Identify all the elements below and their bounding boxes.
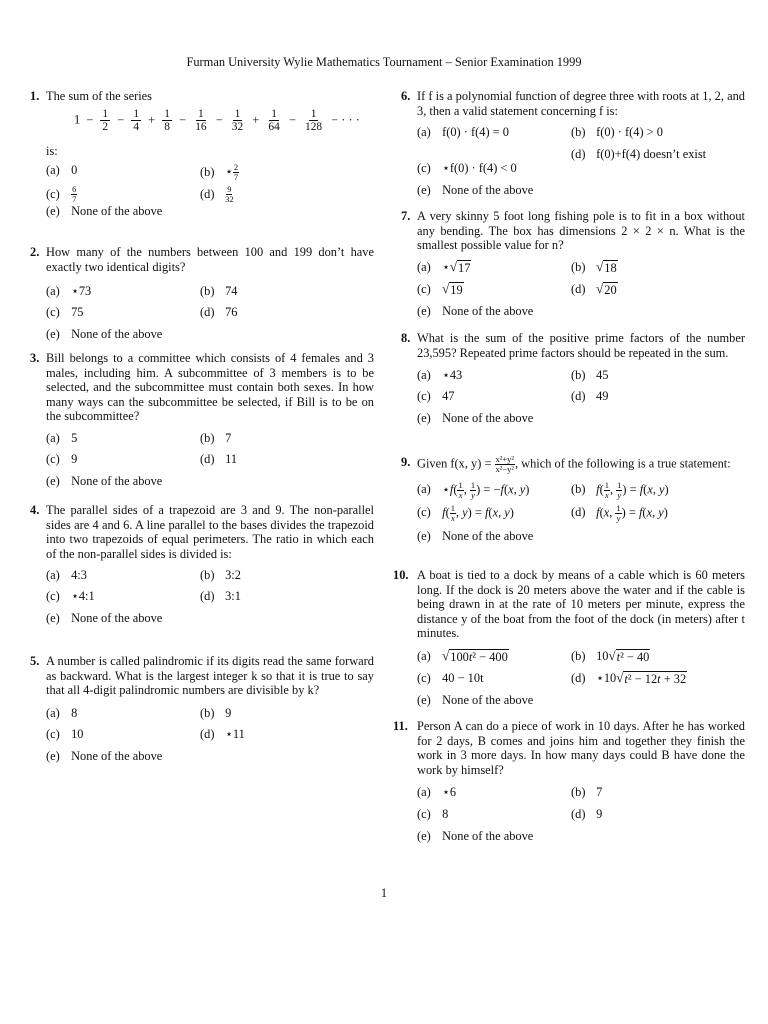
question-6 <box>401 89 745 201</box>
option-d: (d) 49 <box>571 389 609 404</box>
option-d: (d) f(x, $\frac{1}{y}$ ) = f(x, y) <box>571 503 668 523</box>
answer-options <box>46 703 374 763</box>
question-text: Bill belongs to a committee which consists of 4 females and 3 males, including him. A subcommittee of 3 members is to be selected, and the subcommittee must contain both sexes. In how many ways can the subcommittee be selected, if Bill is to be on the subcommittee? <box>46 351 374 424</box>
option-c: (c) 10 <box>46 726 84 741</box>
option-a: (a) f(0) · f(4) = 0 <box>417 125 509 140</box>
option-c: (c) ⋆f(0) · f(4) < 0 <box>417 161 517 176</box>
answer-options <box>46 566 374 626</box>
option-a: (a) ⋆6 <box>417 785 457 800</box>
option-a: (a) √ 100t² − 400 <box>417 647 508 664</box>
series-fraction: $\frac{1}{32}$ <box>231 107 244 133</box>
question-11 <box>393 719 745 844</box>
series-operator: − <box>288 112 296 127</box>
series-fraction: $\frac{1}{64}$ <box>268 107 280 133</box>
question-text: If f is a polynomial function of degree three with roots at 1, 2, and 3, then a valid statement concerning f is: <box>417 89 745 118</box>
option-d: (d) f(0)+f(4) doesn’t exist <box>571 147 707 162</box>
option-c: (c) 40 − 10t <box>417 670 484 685</box>
answer-options <box>417 258 745 318</box>
option-e: (e) None of the above <box>417 529 534 543</box>
question-number: 7. <box>401 209 411 223</box>
answer-options <box>417 123 745 201</box>
question-text: Given f(x, y) = $\frac{\text{x²+y²}}{\text{x²−y²}}$ , which of the following is a true statement: <box>417 454 731 474</box>
question-3 <box>30 351 374 489</box>
option-b: (b) ⋆ $\frac{2}{7}$ <box>200 162 239 183</box>
option-e: (e) None of the above <box>417 183 534 198</box>
option-e: (e) None of the above <box>46 473 163 488</box>
option-d: (d) ⋆10 √ t² − 12t + 32 <box>571 669 687 686</box>
option-a: (a) 8 <box>46 705 78 720</box>
option-d: (d) 76 <box>200 305 238 320</box>
option-a: (a) ⋆ √ 17 <box>417 258 471 275</box>
question-number: 2. <box>30 245 40 259</box>
option-c: (c) √ 19 <box>417 280 463 297</box>
option-a: (a) 0 <box>46 163 78 178</box>
option-e: (e) None of the above <box>417 692 534 707</box>
option-d: (d) ⋆11 <box>200 726 245 741</box>
series-fraction: $\frac{1}{128}$ <box>305 107 323 133</box>
question-text: A boat is tied to a dock by means of a cable which is 60 meters long. If the dock is 20 meters above the water and if the cable is being drawn in at the rate of 10 meters per minute, express the distance y of the boat from the foot of the dock (in meters) after t minutes. <box>417 568 745 641</box>
option-b: (b) 7 <box>571 785 603 800</box>
answer-options <box>46 279 374 342</box>
option-e: (e) None of the above <box>417 411 534 426</box>
question-4 <box>30 503 374 626</box>
series-operator: − <box>215 112 223 127</box>
option-d: (d) 3:1 <box>200 589 241 604</box>
answer-options <box>46 163 374 233</box>
series-operator: − <box>179 112 187 127</box>
option-b: (b) 45 <box>571 368 609 383</box>
series-fraction: $\frac{1}{16}$ <box>195 107 207 133</box>
answer-options <box>417 365 745 425</box>
answer-options <box>417 782 745 842</box>
question-number: 4. <box>30 503 40 517</box>
option-e: (e) None of the above <box>46 204 163 219</box>
page-number: 1 <box>380 886 388 900</box>
question-10 <box>393 568 745 708</box>
option-b: (b) 74 <box>200 284 238 299</box>
question-5 <box>30 654 374 763</box>
series-expression <box>74 108 374 142</box>
option-c: (c) 75 <box>46 305 84 320</box>
option-c: (c) f( $\frac{1}{x}$ , y) = f(x, y) <box>417 503 514 523</box>
option-e: (e) None of the above <box>46 327 163 342</box>
option-d: (d) $\frac{9}{32}$ <box>200 184 234 205</box>
answer-options <box>417 646 745 708</box>
question-number: 10. <box>393 568 409 582</box>
option-a: (a) ⋆f( $\frac{1}{x}$ , $\frac{1}{y}$ ) = −f(x, y) <box>417 480 530 500</box>
question-7 <box>401 209 745 318</box>
option-d: (d) 9 <box>571 807 603 822</box>
option-c: (c) ⋆4:1 <box>46 589 95 604</box>
option-b: (b) 7 <box>200 430 232 445</box>
option-c: (c) 8 <box>417 807 449 822</box>
option-c: (c) 9 <box>46 451 78 466</box>
option-e: (e) None of the above <box>46 748 163 763</box>
series-fraction: $\frac{1}{8}$ <box>164 107 170 133</box>
option-d: (d) √ 20 <box>571 280 617 297</box>
exam-header: Furman University Wylie Mathematics Tournament – Senior Examination 1999 <box>186 55 582 69</box>
option-b: (b) √ 18 <box>571 258 617 275</box>
question-number: 3. <box>30 351 40 365</box>
answer-options <box>417 479 745 543</box>
question-text: A number is called palindromic if its digits read the same forward as backward. What is the largest integer k so that it is true to say that all 4-digit palindromic numbers are divisible by k? <box>46 654 374 698</box>
question-2 <box>30 245 374 342</box>
series-fraction: $\frac{1}{2}$ <box>102 107 109 133</box>
series-operator: − · · · <box>331 112 360 127</box>
option-b: (b) 10 √ t² − 40 <box>571 647 650 664</box>
question-text: The parallel sides of a trapezoid are 3 and 9. The non-parallel sides are 4 and 6. A line parallel to the bases divides the trapezoid into two trapezoids of equal perimeters. The ratio in which each of the non-parallel sides is divided is: <box>46 503 374 561</box>
option-b: (b) 3:2 <box>200 568 241 583</box>
question-9 <box>401 455 745 543</box>
question-number: 9. <box>401 455 411 469</box>
series-term: 1 <box>74 111 81 126</box>
question-number: 1. <box>30 89 40 103</box>
question-number: 5. <box>30 654 40 668</box>
option-e: (e) None of the above <box>417 303 534 318</box>
option-c: (c) 47 <box>417 389 455 404</box>
question-number: 8. <box>401 331 411 345</box>
option-a: (a) ⋆73 <box>46 284 92 299</box>
question-text: A very skinny 5 foot long fishing pole is to fit in a box without any bending. The box has dimensions 2 × 2 × n. What is the smallest possible value for n? <box>417 209 745 253</box>
option-a: (a) 4:3 <box>46 568 87 583</box>
option-b: (b) f(0) · f(4) > 0 <box>571 125 663 140</box>
question-text: Person A can do a piece of work in 10 days. After he has worked for 2 days, B comes and joins him and together they finish the work in 3 more days. In how many days could B have done the work by himself? <box>417 719 745 777</box>
option-d: (d) 11 <box>200 451 238 466</box>
question-8 <box>401 331 745 425</box>
series-operator: + <box>148 112 156 127</box>
option-b: (b) f( $\frac{1}{x}$ , $\frac{1}{y}$ ) = f(x, y) <box>571 480 669 500</box>
option-a: (a) 5 <box>46 430 78 445</box>
option-a: (a) ⋆43 <box>417 368 463 383</box>
option-e: (e) None of the above <box>417 829 534 844</box>
series-operator: − <box>86 112 94 127</box>
series-operator: + <box>252 112 260 127</box>
question-text: How many of the numbers between 100 and 199 don’t have exactly two identical digits? <box>46 245 374 274</box>
option-e: (e) None of the above <box>46 611 163 626</box>
question-text-after: is: <box>46 143 58 158</box>
series-fraction: $\frac{1}{4}$ <box>133 107 140 133</box>
question-number: 11. <box>393 719 408 733</box>
question-text: The sum of the series <box>46 89 152 103</box>
option-c: (c) $\frac{6}{7}$ <box>46 184 77 205</box>
option-b: (b) 9 <box>200 705 232 720</box>
series-operator: − <box>117 112 125 127</box>
answer-options <box>46 429 374 489</box>
question-number: 6. <box>401 89 411 103</box>
question-1 <box>30 89 374 233</box>
question-text: What is the sum of the positive prime factors of the number 23,595? Repeated prime factors should be repeated in the sum. <box>417 331 745 360</box>
